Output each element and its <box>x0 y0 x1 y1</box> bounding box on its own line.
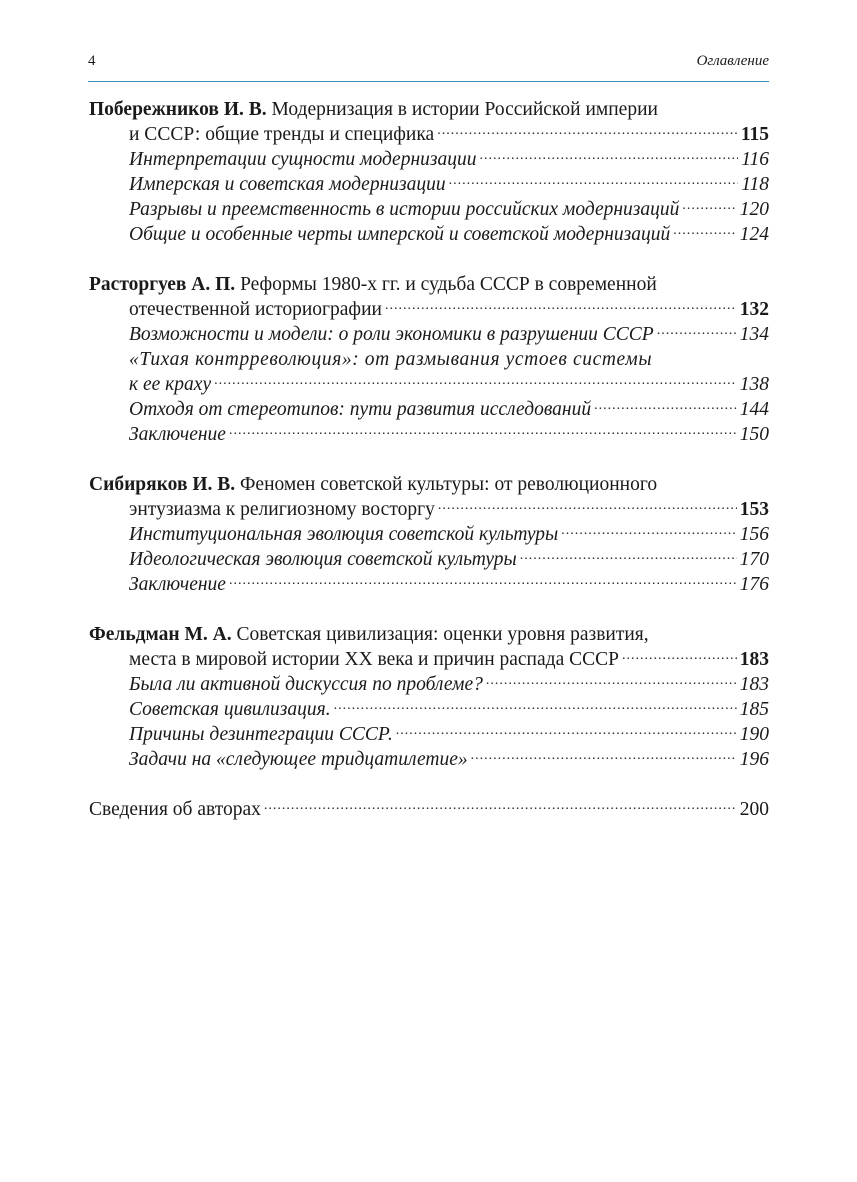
toc-subentry[interactable] <box>89 572 769 597</box>
toc-subentry[interactable] <box>89 747 769 772</box>
table-of-contents <box>89 97 769 822</box>
subentry-title: Заключение <box>129 424 226 445</box>
page-ref: 116 <box>741 149 769 170</box>
toc-subentry[interactable] <box>89 322 769 347</box>
toc-section <box>89 472 769 597</box>
subentry-title: Имперская и советская модернизации <box>129 174 446 195</box>
article-title-continued: и СССР: общие тренды и специфика <box>129 124 435 145</box>
article-title: Советская цивилизация: оценки уровня развития, <box>236 624 649 645</box>
article-title: Модернизация в истории Российской империи <box>271 99 658 120</box>
leader-dots <box>673 222 737 240</box>
toc-subentry[interactable] <box>89 547 769 572</box>
page-ref: 115 <box>740 124 769 145</box>
subentry-title: Причины дезинтеграции СССР. <box>129 724 393 745</box>
subentry-title: Общие и особенные черты имперской и советской модернизаций <box>129 224 671 245</box>
toc-subentry[interactable] <box>89 397 769 422</box>
toc-section <box>89 622 769 772</box>
authors-info-title: Сведения об авторах <box>89 799 261 820</box>
page-ref: 183 <box>739 674 769 695</box>
toc-entry[interactable] <box>89 497 769 522</box>
toc-subentry[interactable] <box>89 197 769 222</box>
section-heading-line <box>89 272 769 297</box>
page-header <box>88 49 769 82</box>
leader-dots <box>214 372 737 390</box>
page-ref: 196 <box>739 749 769 770</box>
article-title-continued: отечественной историографии <box>129 299 382 320</box>
page-ref: 124 <box>739 224 769 245</box>
article-title: Реформы 1980-х гг. и судьба СССР в современной <box>240 274 657 295</box>
leader-dots <box>449 172 739 190</box>
page-ref: 150 <box>739 424 769 445</box>
subentry-title: Заключение <box>129 574 226 595</box>
toc-subentry[interactable] <box>89 372 769 397</box>
subentry-title: Интерпретации сущности модернизации <box>129 149 477 170</box>
subentry-title: Разрывы и преемственность в истории российских модернизаций <box>129 199 680 220</box>
leader-dots <box>561 522 736 540</box>
leader-dots <box>682 197 736 215</box>
article-title-continued: энтузиазма к религиозному восторгу <box>129 499 435 520</box>
article-title: Феномен советской культуры: от революционного <box>240 474 658 495</box>
page-ref: 144 <box>739 399 769 420</box>
page-number: 4 <box>88 53 96 69</box>
page-ref: 132 <box>739 299 769 320</box>
subentry-title: Институциональная эволюция советской культуры <box>129 524 559 545</box>
leader-dots <box>622 647 737 665</box>
toc-subentry[interactable] <box>89 522 769 547</box>
author-name: Расторгуев А. П. <box>89 274 236 295</box>
leader-dots <box>657 322 737 340</box>
section-heading-line <box>89 97 769 122</box>
page-ref: 134 <box>739 324 769 345</box>
subentry-title-continued: к ее краху <box>129 374 212 395</box>
toc-subentry[interactable] <box>89 147 769 172</box>
leader-dots <box>229 572 737 590</box>
subentry-title: Идеологическая эволюция советской культуры <box>129 549 517 570</box>
leader-dots <box>264 797 737 815</box>
subentry-title: Советская цивилизация. <box>129 699 331 720</box>
toc-subentry[interactable] <box>89 422 769 447</box>
leader-dots <box>396 722 737 740</box>
leader-dots <box>520 547 737 565</box>
page-ref: 176 <box>739 574 769 595</box>
leader-dots <box>480 147 739 165</box>
section-heading-line <box>89 472 769 497</box>
leader-dots <box>437 122 738 140</box>
page-ref: 200 <box>739 799 769 820</box>
toc-subentry[interactable] <box>89 172 769 197</box>
leader-dots <box>385 297 737 315</box>
author-name: Побережников И. В. <box>89 99 267 120</box>
section-heading-line <box>89 622 769 647</box>
toc-subentry[interactable] <box>89 722 769 747</box>
page-ref: 153 <box>739 499 769 520</box>
toc-subentry[interactable] <box>89 222 769 247</box>
subentry-title: Была ли активной дискуссия по проблеме? <box>129 674 483 695</box>
toc-section <box>89 272 769 447</box>
page-ref: 120 <box>739 199 769 220</box>
leader-dots <box>229 422 737 440</box>
subentry-title: «Тихая контрреволюция»: от размывания устоев системы <box>129 349 653 370</box>
page-ref: 156 <box>739 524 769 545</box>
toc-entry[interactable] <box>89 647 769 672</box>
subentry-title: Возможности и модели: о роли экономики в разрушении СССР <box>129 324 654 345</box>
leader-dots <box>486 672 737 690</box>
leader-dots <box>471 747 737 765</box>
toc-entry[interactable] <box>89 297 769 322</box>
leader-dots <box>334 697 737 715</box>
author-name: Фельдман М. А. <box>89 624 232 645</box>
subentry-title: Задачи на «следующее тридцатилетие» <box>129 749 468 770</box>
subentry-title: Отходя от стереотипов: пути развития исследований <box>129 399 592 420</box>
page-ref: 170 <box>739 549 769 570</box>
page-ref: 118 <box>741 174 769 195</box>
page-ref: 138 <box>739 374 769 395</box>
toc-entry[interactable] <box>89 122 769 147</box>
page-ref: 185 <box>739 699 769 720</box>
author-name: Сибиряков И. В. <box>89 474 236 495</box>
running-title: Оглавление <box>696 53 769 69</box>
toc-subentry[interactable] <box>89 697 769 722</box>
toc-subentry[interactable] <box>89 672 769 697</box>
article-title-continued: места в мировой истории XX века и причин распада СССР <box>129 649 619 670</box>
page-ref: 183 <box>739 649 769 670</box>
page-ref: 190 <box>739 724 769 745</box>
toc-section <box>89 97 769 247</box>
toc-entry-authors-info[interactable] <box>89 797 769 822</box>
toc-subentry-line1 <box>89 347 769 372</box>
leader-dots <box>594 397 737 415</box>
leader-dots <box>438 497 737 515</box>
